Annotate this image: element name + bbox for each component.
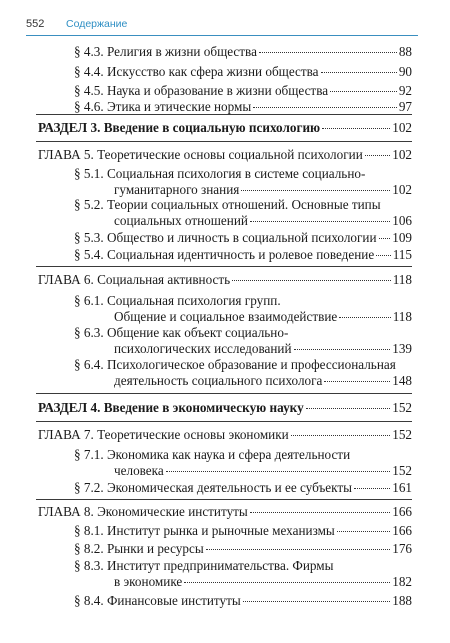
toc-title: Социальная идентичность и ролевое поведение <box>106 247 375 262</box>
toc-entry <box>74 44 412 60</box>
toc-chapter <box>38 427 412 443</box>
dot-leader <box>291 435 391 436</box>
toc-number: § 8.1. <box>74 523 104 538</box>
toc-title: Введение в социальную психологию <box>103 120 321 135</box>
toc-page: 152 <box>392 463 412 478</box>
toc-number: РАЗДЕЛ 3. <box>38 120 101 135</box>
toc-number: § 8.2. <box>74 541 104 556</box>
dot-leader <box>294 349 391 350</box>
toc-title-continued: гуманитарного знания <box>114 182 240 197</box>
toc-entry <box>74 541 412 557</box>
dot-leader <box>166 471 390 472</box>
dot-leader <box>376 255 391 256</box>
toc-entry <box>74 83 412 99</box>
toc-entry-continuation <box>114 463 412 479</box>
toc-page: 166 <box>392 523 412 538</box>
toc-number: § 8.3. <box>74 558 104 573</box>
toc-title: Экономические институты <box>97 504 248 519</box>
section-divider <box>36 114 412 115</box>
toc-number: § 8.4. <box>74 593 104 608</box>
toc-title-continued: социальных отношений <box>114 213 248 228</box>
toc-title-continued: в экономике <box>114 574 183 589</box>
toc-entry <box>74 325 288 341</box>
toc-chapter <box>38 504 412 520</box>
toc-title: Психологическое образование и профессиональная <box>106 357 396 372</box>
toc-page: 109 <box>392 230 412 245</box>
toc-page: 115 <box>392 247 412 262</box>
toc-number: ГЛАВА 6. <box>38 272 94 287</box>
toc-title: Социальная психология групп. <box>106 293 281 308</box>
toc-page: 97 <box>398 99 412 114</box>
chapter-divider <box>36 266 412 267</box>
toc-entry <box>74 230 412 246</box>
page-number: 552 <box>26 18 45 30</box>
toc-entry <box>74 558 334 574</box>
toc-title: Общение как объект социально- <box>106 325 289 340</box>
toc-title: Теоретические основы социальной психологии <box>97 147 363 162</box>
toc-entry <box>74 523 412 539</box>
toc-entry <box>74 293 281 309</box>
chapter-divider <box>36 499 412 500</box>
toc-page: 166 <box>392 504 412 519</box>
section-divider <box>36 421 412 422</box>
toc-title: Институт рынка и рыночные механизмы <box>106 523 335 538</box>
section-divider <box>36 393 412 394</box>
dot-leader <box>206 549 391 550</box>
toc-entry-continuation <box>114 309 412 325</box>
running-title: Содержание <box>66 18 128 30</box>
toc-title: Теории социальных отношений. Основные типы <box>106 197 381 212</box>
toc-page: 88 <box>398 44 412 59</box>
toc-entry-continuation <box>114 574 412 590</box>
dot-leader <box>365 155 390 156</box>
toc-page: 106 <box>392 213 412 228</box>
toc-title: Искусство как сфера жизни общества <box>106 64 319 79</box>
toc-entry <box>74 357 396 373</box>
toc-title-continued: психологических исследований <box>114 341 292 356</box>
toc-title: Социальная психология в системе социально- <box>106 166 366 181</box>
section-divider <box>36 141 412 142</box>
toc-title: Финансовые институты <box>106 593 241 608</box>
toc-title: Общество и личность в социальной психологии <box>106 230 377 245</box>
toc-entry <box>74 447 350 463</box>
toc-number: ГЛАВА 7. <box>38 427 94 442</box>
toc-number: § 4.6. <box>74 99 104 114</box>
toc-number: § 4.4. <box>74 64 104 79</box>
toc-page: 152 <box>392 400 412 415</box>
toc-chapter <box>38 272 412 288</box>
dot-leader <box>259 52 397 53</box>
dot-leader <box>250 221 390 222</box>
toc-title: Социальная активность <box>97 272 231 287</box>
toc-entry <box>74 197 381 213</box>
dot-leader <box>250 512 390 513</box>
toc-number: § 7.1. <box>74 447 104 462</box>
toc-section <box>38 120 412 136</box>
toc-page: 161 <box>392 480 412 495</box>
dot-leader <box>322 128 390 129</box>
dot-leader <box>324 381 390 382</box>
toc-page: 102 <box>392 182 412 197</box>
toc-title-continued: Общение и социальное взаимодействие <box>114 309 338 324</box>
toc-number: § 6.1. <box>74 293 104 308</box>
dot-leader <box>243 601 391 602</box>
toc-title-continued: деятельность социального психолога <box>114 373 323 388</box>
dot-leader <box>241 190 390 191</box>
toc-number: ГЛАВА 8. <box>38 504 94 519</box>
toc-entry <box>74 480 412 496</box>
toc-page: 118 <box>392 309 412 324</box>
toc-page: 152 <box>392 427 412 442</box>
toc-number: § 4.5. <box>74 83 104 98</box>
dot-leader <box>253 107 397 108</box>
toc-entry <box>74 247 412 263</box>
toc-page: 188 <box>392 593 412 608</box>
toc-page: 139 <box>392 341 412 356</box>
toc-number: § 5.4. <box>74 247 104 262</box>
toc-page: 102 <box>392 147 412 162</box>
toc-title-continued: человека <box>114 463 164 478</box>
toc-number: § 6.3. <box>74 325 104 340</box>
dot-leader <box>379 238 391 239</box>
toc-title: Введение в экономическую науку <box>103 400 304 415</box>
dot-leader <box>339 317 390 318</box>
toc-number: § 5.2. <box>74 197 104 212</box>
dot-leader <box>321 72 397 73</box>
toc-number: § 5.3. <box>74 230 104 245</box>
dot-leader <box>354 488 390 489</box>
dot-leader <box>330 91 397 92</box>
toc-number: § 6.4. <box>74 357 104 372</box>
toc-title: Рынки и ресурсы <box>106 541 204 556</box>
toc-number: § 4.3. <box>74 44 104 59</box>
toc-title: Экономическая деятельность и ее субъекты <box>106 480 353 495</box>
toc-chapter <box>38 147 412 163</box>
toc-entry-continuation <box>114 341 412 357</box>
header-rule <box>26 35 418 36</box>
toc-entry-continuation <box>114 182 412 198</box>
toc-entry-continuation <box>114 213 412 229</box>
toc-title: Теоретические основы экономики <box>97 427 289 442</box>
toc-entry <box>74 99 412 115</box>
toc-number: § 5.1. <box>74 166 104 181</box>
toc-entry <box>74 64 412 80</box>
dot-leader <box>337 531 390 532</box>
toc-number: ГЛАВА 5. <box>38 147 94 162</box>
toc-title: Религия в жизни общества <box>106 44 257 59</box>
toc-entry <box>74 593 412 609</box>
toc-page: 176 <box>392 541 412 556</box>
toc-page: 118 <box>392 272 412 287</box>
toc-page: 90 <box>398 64 412 79</box>
toc-title: Экономика как наука и сфера деятельности <box>106 447 351 462</box>
page-header <box>26 18 418 34</box>
toc-page: 92 <box>398 83 412 98</box>
dot-leader <box>232 280 391 281</box>
toc-entry <box>74 166 365 182</box>
dot-leader <box>306 408 391 409</box>
dot-leader <box>184 582 390 583</box>
toc-page: 148 <box>392 373 412 388</box>
toc-page: 182 <box>392 574 412 589</box>
toc-entry-continuation <box>114 373 412 389</box>
toc-page: 102 <box>392 120 412 135</box>
toc-title: Институт предпринимательства. Фирмы <box>106 558 334 573</box>
toc-section <box>38 400 412 416</box>
toc-number: РАЗДЕЛ 4. <box>38 400 101 415</box>
toc-title: Этика и этические нормы <box>106 99 252 114</box>
toc-title: Наука и образование в жизни общества <box>106 83 329 98</box>
toc-number: § 7.2. <box>74 480 104 495</box>
